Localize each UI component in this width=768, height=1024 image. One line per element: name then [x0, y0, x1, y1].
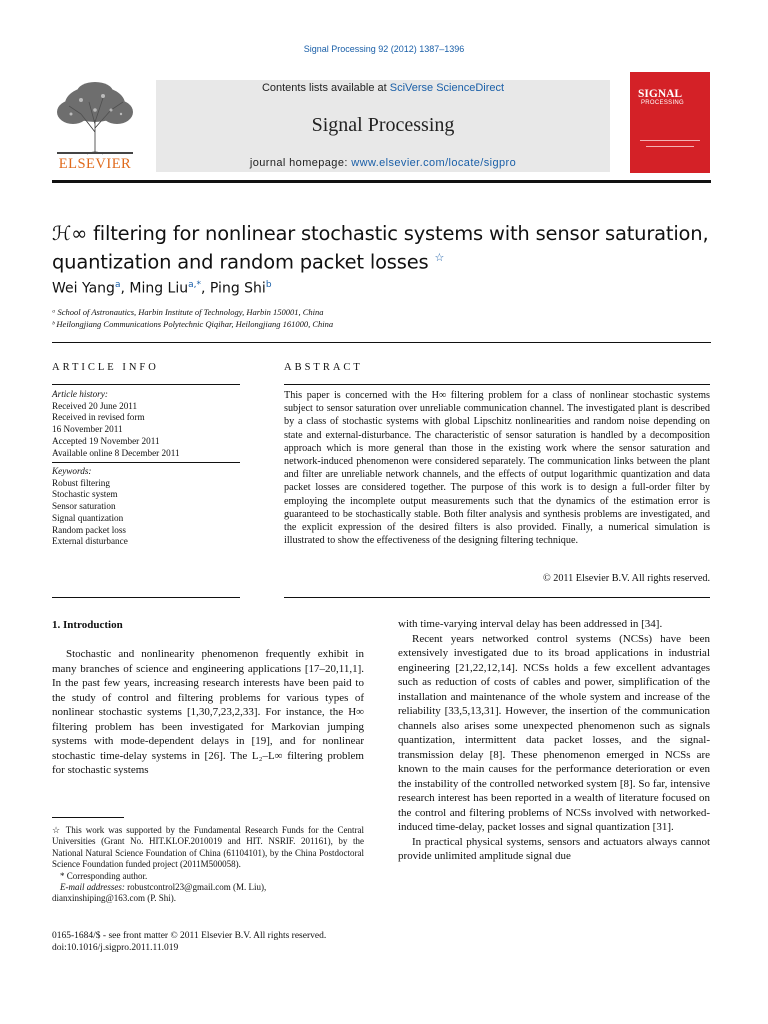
title-line1: filtering for nonlinear stochastic systems with sensor saturation,: [87, 222, 709, 245]
article-title: [52, 222, 732, 275]
cover-decoration: [640, 140, 700, 160]
author-name[interactable]: Ping Shi: [209, 280, 266, 297]
history-item: Received 20 June 2011: [52, 400, 138, 411]
homepage-link[interactable]: www.elsevier.com/locate/sigpro: [351, 157, 517, 169]
journal-citation[interactable]: Signal Processing 92 (2012) 1387–1396: [303, 44, 465, 54]
elsevier-wordmark: ELSEVIER: [58, 156, 132, 172]
history-item: 16 November 2011: [52, 424, 123, 435]
header-rule: [52, 180, 711, 183]
info-rule: [52, 384, 240, 385]
keyword-item: External disturbance: [52, 536, 128, 547]
history-item: Accepted 19 November 2011: [52, 435, 160, 446]
cover-title-line2: PROCESSING: [641, 100, 685, 106]
section-heading-introduction: 1. Introduction: [52, 619, 123, 631]
left-column: [52, 647, 364, 778]
author-list: Wei Yang$^a$, Ming Liu$^{a,*}$, Ping Shi$^b$: [52, 280, 272, 297]
cover-title: [638, 88, 682, 100]
author-sup[interactable]: a,*: [188, 280, 202, 290]
section-rule: [52, 342, 711, 343]
author-name[interactable]: Wei Yang: [52, 280, 115, 297]
funding-footnote: ☆ This work was supported by the Fundamental Research Funds for the Central Universities (Grant No. HIT.KLOF.2010019 and HIT. NSRIF. 201161), by the National Natural Science Foundation of China (61104101), by the China Postdoctoral Science Foundation funded project (2011M500058).: [52, 825, 364, 870]
abstract-bottom-rule: [284, 597, 710, 598]
right-column: [398, 617, 710, 864]
keyword-item: Signal quantization: [52, 512, 124, 523]
keyword-item: Stochastic system: [52, 489, 118, 500]
email-2[interactable]: dianxinshiping@163.com (P. Shi).: [52, 893, 177, 904]
email-line: [52, 882, 364, 893]
footnotes: [52, 825, 364, 905]
contents-prefix: Contents lists available at: [261, 82, 390, 94]
author-sup[interactable]: b: [265, 280, 272, 290]
contents-line: [156, 82, 610, 94]
title-symbol: ℋ∞: [52, 222, 88, 245]
affiliation-a: ᵃ School of Astronautics, Harbin Institute of Technology, Harbin 150001, China: [52, 307, 324, 317]
keywords-label: Keywords:: [52, 466, 92, 476]
corresponding-author-note: * Corresponding author.: [60, 870, 148, 881]
email-1[interactable]: robustcontrol23@gmail.com (M. Liu),: [124, 882, 267, 893]
article-info-heading: ARTICLE INFO: [52, 362, 159, 373]
info-bottom-rule: [52, 597, 240, 598]
history-label: Article history:: [52, 389, 108, 399]
cover-subtitle: [641, 100, 684, 106]
title-line2: quantization and random packet losses: [52, 250, 429, 274]
intro-paragraph: Stochastic and nonlinearity phenomenon frequently exhibit in many branches of science and engineering applications [17–20,11,1]. In the past few years, increasing research interests have been paid to the study of control and filtering problems for various types of nonlinear stochastic systems [1,30,7,23,2,33]. For instance, the H∞ filtering problem has been investigated for Markovian jumping systems with mode-dependent delays in [19], and for nonlinear stochastic time-delay systems in [26]. The L₂–L∞ filtering problem for stochastic systems: [52, 648, 364, 776]
footnote-rule: [52, 817, 124, 818]
keywords-rule: [52, 462, 240, 463]
homepage-prefix: journal homepage:: [249, 157, 352, 169]
keyword-item: Sensor saturation: [52, 501, 116, 512]
title-star-footnote[interactable]: ☆: [434, 251, 445, 264]
right-paragraph-3: In practical physical systems, sensors and actuators always cannot provide unlimited amplitude signal due: [398, 835, 710, 862]
abstract-copyright: © 2011 Elsevier B.V. All rights reserved.: [542, 573, 710, 584]
issn-doi: [52, 930, 326, 954]
author-sup[interactable]: a: [114, 280, 121, 290]
keyword-item: Robust filtering: [52, 477, 110, 488]
article-history: [52, 389, 240, 459]
abstract-heading: ABSTRACT: [284, 362, 363, 373]
cover-title-line1: SIGNAL: [638, 88, 683, 100]
doi-line[interactable]: doi:10.1016/j.sigpro.2011.11.019: [52, 943, 179, 953]
right-paragraph-2: Recent years networked control systems (NCSs) have been extensively investigated due to its broad applications in industrial engineering [21,22,12,14]. NCSs holds a few excellent advantages such as reduction of costs of cables and power, simplification of the installation and maintenance of the whole system and increase of the reliability [33,5,13,31]. However, the insertion of the communication channels also arises some unexpected phenomenon such as signals quantization, intermittent data packet losses, and the signal-transmission delay [8]. These phenomenon emerged in NCSs are known to the main causes for the performance deterioration or even the instability of the controlled networked system [8]. So far, intensive research interest has been reported in a wealth of literature focused on the control and filtering problems of NCSs involved with networked-induced time-delay, packet losses and signal quantization [31].: [398, 632, 710, 833]
affiliation-b: ᵇ Heilongjiang Communications Polytechnic Qiqihar, Heilongjiang 161000, China: [52, 319, 334, 329]
right-paragraph-1: with time-varying interval delay has been addressed in [34].: [398, 618, 663, 630]
author-name[interactable]: Ming Liu: [129, 280, 189, 297]
keywords: [52, 466, 240, 548]
issn-line: 0165-1684/$ - see front matter © 2011 Elsevier B.V. All rights reserved.: [52, 931, 327, 941]
email-label: E-mail addresses:: [60, 882, 125, 893]
sciencedirect-link[interactable]: SciVerse ScienceDirect: [389, 82, 505, 94]
abstract-rule: [284, 384, 710, 385]
abstract-text: This paper is concerned with the H∞ filtering problem for a class of nonlinear stochastic systems subject to sensor saturation over unreliable communication channel. The investigated plant is described by a class of stochastic systems with global Lipschitz nonlinearities and random noise depending on state and external-disturbance. The characteristic of sensor saturation is handled by a decomposition approach which is more general than those in the existing work where the sensor saturation and network-induced phenomenon were considered separately. The communication links between the plant and filter are unreliable network channels, and the effects of output logarithmic quantization and data packet losses are considered together. The purpose of this work is to design a full-order filter by employing the incomplete output measurements such that the dynamics of the estimation error is guaranteed to be stochastically stable. Both filter analysis and synthesis problems are investigated, and the explicit expression of the desired filters is also provided. Finally, a numerical simulation is illustrated to show the effectiveness of the designing filtering technique.: [284, 390, 710, 547]
history-item: Received in revised form: [52, 412, 145, 423]
homepage-line: [156, 157, 610, 169]
journal-name: Signal Processing: [311, 114, 455, 136]
history-item: Available online 8 December 2011: [52, 447, 180, 458]
keyword-item: Random packet loss: [52, 524, 126, 535]
